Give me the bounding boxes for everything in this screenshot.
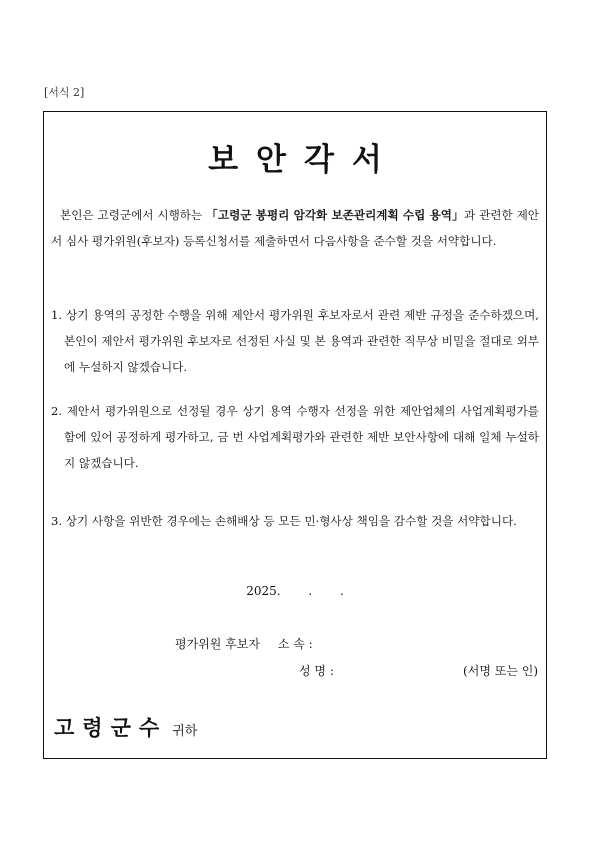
- name-field-label: 성 명 :: [299, 664, 334, 678]
- signature-affiliation-row: [175, 635, 313, 652]
- signer-role: 평가위원 후보자: [175, 637, 260, 651]
- intro-lead: 본인은 고령군에서 시행하는: [60, 208, 207, 222]
- form-number-label: [서식 2]: [44, 86, 85, 99]
- intro-rest: 과 관련한 제안서 심사 평가위원(후보자) 등록신청서를 제출하면서 다음사항을 준수할 것을 서약합니다.: [51, 208, 539, 248]
- pledge-item-3: 3. 상기 사항을 위반한 경우에는 손해배상 등 모든 민·형사상 책임을 감수할 것을 서약합니다.: [51, 514, 517, 528]
- recipient-honorific: 귀하: [172, 724, 198, 739]
- pledge-document-frame: [43, 111, 547, 759]
- recipient-name: 고령군수: [54, 716, 168, 740]
- sign-or-seal-hint: (서명 또는 인): [463, 664, 538, 678]
- intro-paragraph: [51, 202, 539, 254]
- document-title: 보안각서: [208, 142, 400, 178]
- pledge-item-1: 1. 상기 용역의 공정한 수행을 위해 제안서 평가위원 후보자로서 관련 제반 규정을 준수하겠으며, 본인이 제안서 평가위원 후보자로 선정된 사실 및 본 용역과 관련한 직무상 비밀을 절대로 외부에 누설하지 않겠습니다.: [51, 308, 539, 374]
- affiliation-field-label: 소 속 :: [277, 637, 313, 651]
- pledge-item-2: 2. 제안서 평가위원으로 선정될 경우 상기 용역 수행자 선정을 위한 제안업체의 사업계획평가를 함에 있어 공정하게 평가하고, 금 번 사업계획평가와 관련한 제반 보안사항에 대해 일체 누설하지 않겠습니다.: [51, 404, 539, 470]
- project-name: 「고령군 봉평리 암각화 보존관리계획 수립 용역」: [206, 208, 464, 222]
- signature-name-row: [299, 662, 538, 679]
- date-line: 2025. . .: [246, 584, 344, 598]
- recipient-line: [54, 712, 197, 742]
